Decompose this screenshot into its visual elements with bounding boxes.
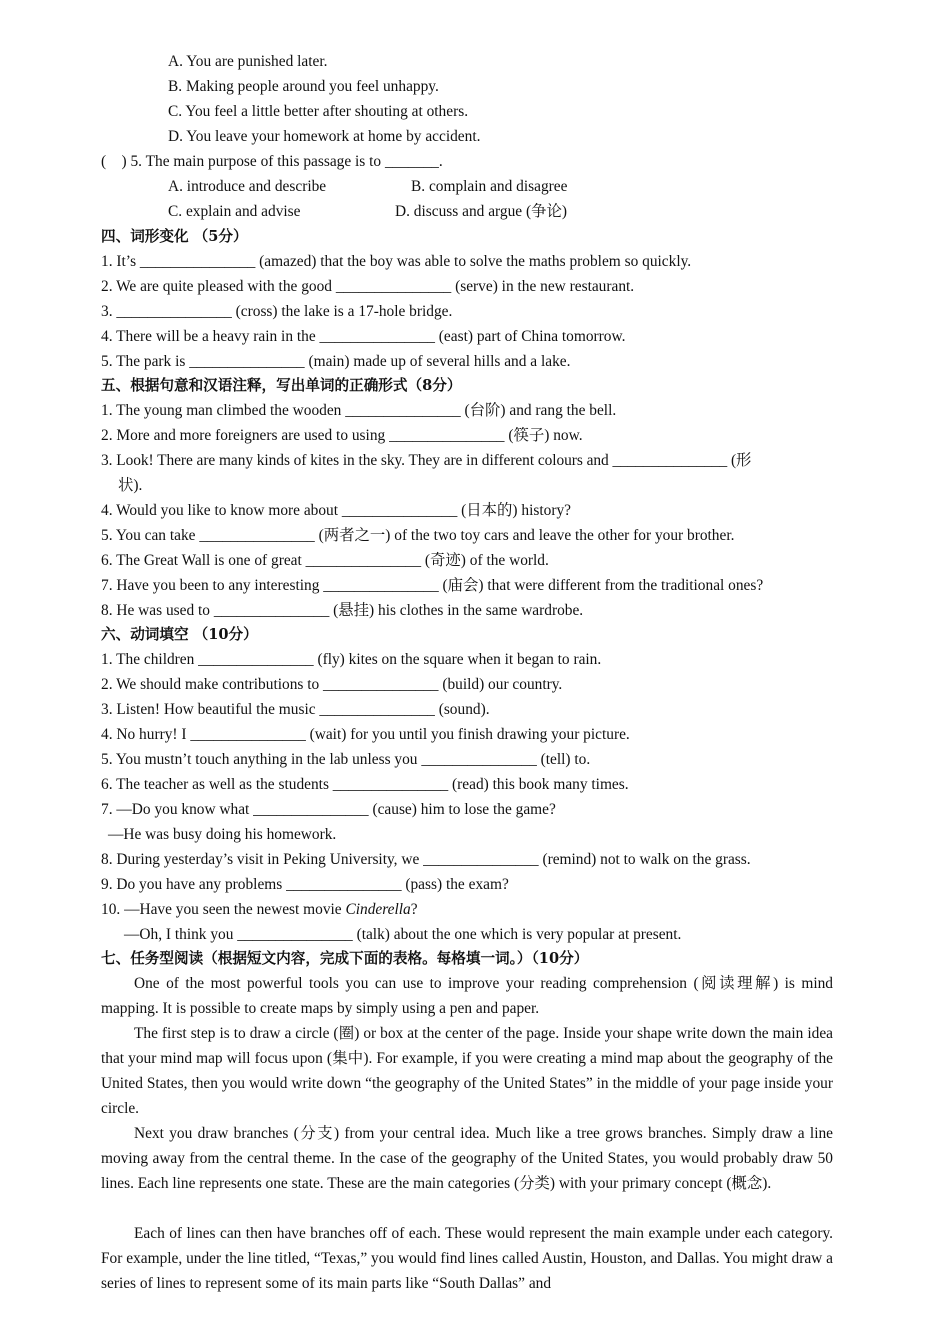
q5-option-c: C. explain and advise [168, 203, 301, 220]
s4-item-3: 3. _______________ (cross) the lake is a 17-hole bridge. [101, 303, 453, 320]
s6-item-7: 7. —Do you know what _______________ (cause) him to lose the game? [101, 801, 556, 818]
s6-item-10-before: 10. —Have you seen the newest movie [101, 901, 346, 918]
movie-title: Cinderella [345, 901, 411, 918]
q5-option-b: B. complain and disagree [411, 178, 568, 195]
s6-item-3: 3. Listen! How beautiful the music _______________ (sound). [101, 701, 490, 718]
s5-item-3: 3. Look! There are many kinds of kites in the sky. They are in different colours and _______________ (形 [101, 452, 752, 469]
s5-item-5: 5. You can take _______________ (两者之一) of the two toy cars and leave the other for your brother. [101, 527, 735, 544]
s6-item-2: 2. We should make contributions to _______________ (build) our country. [101, 676, 563, 693]
s7-paragraph-4: Each of lines can then have branches off of each. These would represent the main example under each category. For example, under the line titled, “Texas,” you would find lines called Austin, Houston, and Dallas. You might draw a series of lines to represent some of its main parts like “South Dallas” and [101, 1225, 833, 1292]
q4-option-b: B. Making people around you feel unhappy. [168, 78, 439, 95]
q4-option-c: C. You feel a little better after shouting at others. [168, 103, 469, 120]
s5-item-6: 6. The Great Wall is one of great _______________ (奇迹) of the world. [101, 552, 549, 569]
s5-item-1: 1. The young man climbed the wooden _______________ (台阶) and rang the bell. [101, 402, 617, 419]
section4-title: 四、词形变化 （5分） [101, 228, 248, 245]
q5-stem: ( ) 5. The main purpose of this passage is to _______. [101, 153, 443, 170]
s6-item-10-after: ? [410, 901, 418, 918]
s6-item-8: 8. During yesterday’s visit in Peking University, we _______________ (remind) not to walk on the grass. [101, 851, 751, 868]
s5-item-3-cont: 状). [118, 477, 143, 494]
s5-item-7: 7. Have you been to any interesting _______________ (庙会) that were different from the traditional ones? [101, 577, 764, 594]
s6-item-10 [101, 897, 418, 922]
s5-item-4: 4. Would you like to know more about _______________ (日本的) history? [101, 502, 571, 519]
s5-item-2: 2. More and more foreigners are used to using _______________ (筷子) now. [101, 427, 583, 444]
s6-item-10-reply: —Oh, I think you _______________ (talk) about the one which is very popular at present. [124, 926, 682, 943]
s6-item-1: 1. The children _______________ (fly) kites on the square when it began to rain. [101, 651, 602, 668]
section7-title: 七、任务型阅读（根据短文内容，完成下面的表格。每格填一词。）（10分） [101, 950, 589, 967]
s4-item-5: 5. The park is _______________ (main) made up of several hills and a lake. [101, 353, 571, 370]
s7-paragraph-1: One of the most powerful tools you can use to improve your reading comprehension (阅读理解) is mind mapping. It is possible to create maps by simply using a pen and paper. [101, 975, 833, 1017]
s6-item-4: 4. No hurry! I _______________ (wait) for you until you finish drawing your picture. [101, 726, 630, 743]
q4-option-a: A. You are punished later. [168, 53, 328, 70]
s4-item-1: 1. It’s _______________ (amazed) that the boy was able to solve the maths problem so quickly. [101, 253, 692, 270]
s6-item-9: 9. Do you have any problems _______________ (pass) the exam? [101, 876, 509, 893]
s7-paragraph-2: The first step is to draw a circle (圈) or box at the center of the page. Inside your shape write down the main idea that your mind map will focus upon (集中). For example, if you were creating a mind map about the geography of the United States, then you would write down “the geography of the United States” in the middle of your page inside your circle. [101, 1025, 833, 1117]
q5-option-d: D. discuss and argue (争论) [395, 203, 567, 220]
q5-option-a: A. introduce and describe [168, 178, 327, 195]
s4-item-4: 4. There will be a heavy rain in the _______________ (east) part of China tomorrow. [101, 328, 626, 345]
q4-option-d: D. You leave your homework at home by accident. [168, 128, 481, 145]
s5-item-8: 8. He was used to _______________ (悬挂) his clothes in the same wardrobe. [101, 602, 584, 619]
section5-title: 五、根据句意和汉语注释，写出单词的正确形式（8分） [101, 377, 462, 394]
section6-title: 六、动词填空 （10分） [101, 626, 258, 643]
s7-paragraph-3: Next you draw branches (分支) from your central idea. Much like a tree grows branches. Simply draw a line moving away from the central theme. In the case of the geography of the United States, you would probably draw 50 lines. Each line represents one state. These are the main categories (分类) with your primary concept (概念). [101, 1125, 833, 1192]
s6-item-6: 6. The teacher as well as the students _______________ (read) this book many times. [101, 776, 629, 793]
s6-item-5: 5. You mustn’t touch anything in the lab unless you _______________ (tell) to. [101, 751, 591, 768]
s6-item-7-reply: —He was busy doing his homework. [108, 826, 337, 843]
s4-item-2: 2. We are quite pleased with the good _______________ (serve) in the new restaurant. [101, 278, 635, 295]
